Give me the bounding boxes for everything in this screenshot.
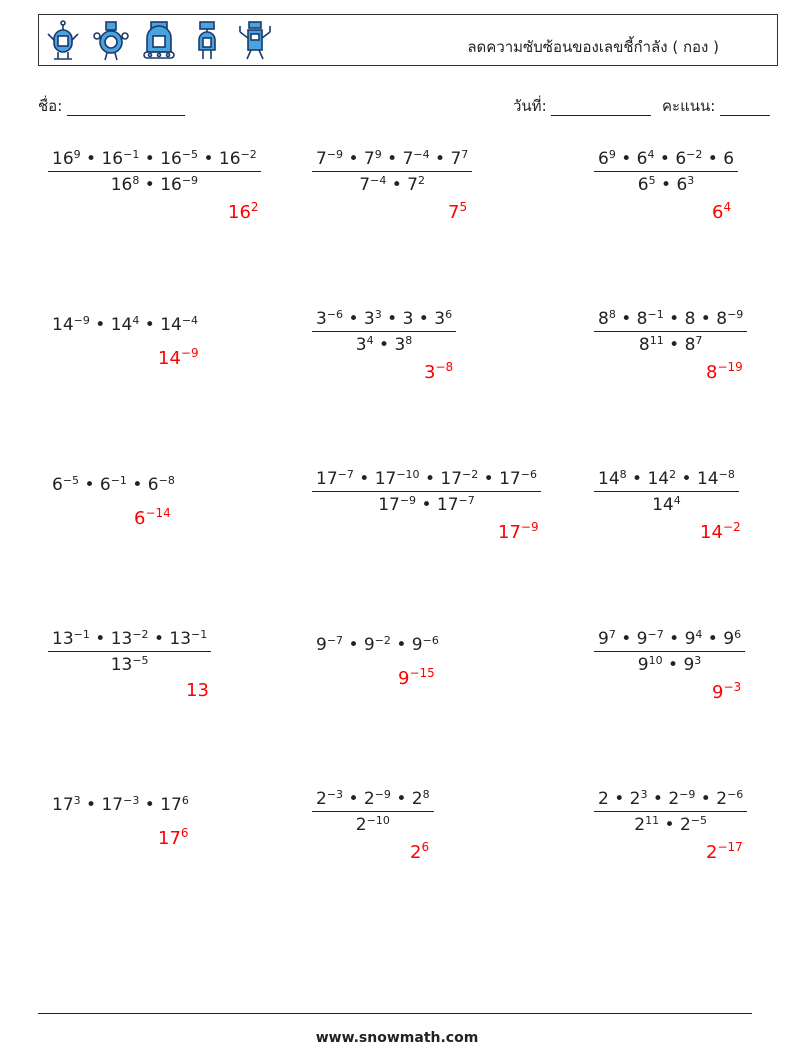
numerator-term-exponent: −7 — [647, 628, 664, 641]
answer-exponent: −17 — [717, 840, 743, 854]
numerator-term-exponent: 3 — [640, 788, 648, 801]
answer-3 — [712, 200, 731, 223]
numerator-term-base: 2 — [629, 789, 641, 809]
numerator-term-exponent: 3 — [73, 794, 81, 807]
multiply-dot: • — [139, 315, 161, 335]
multiply-dot: • — [662, 655, 684, 675]
worksheet-header — [38, 14, 778, 66]
numerator-term-base: 17 — [499, 469, 521, 489]
numerator-term-base: 2 — [598, 789, 609, 809]
numerator — [48, 148, 261, 171]
answer-exponent: −9 — [520, 520, 539, 534]
numerator-term-base: 14 — [647, 469, 670, 489]
numerator-term-base: 6 — [598, 149, 609, 169]
multiply-dot: • — [659, 815, 680, 835]
problem-11 — [312, 628, 443, 657]
answer-7 — [134, 506, 171, 529]
numerator-term-base: 6 — [636, 149, 648, 169]
numerator-term-base: 14 — [696, 469, 719, 489]
answer-base: 2 — [706, 842, 718, 863]
answer-base: 14 — [700, 522, 723, 543]
denominator-term-exponent: 11 — [645, 814, 660, 827]
numerator-term-exponent: 9 — [73, 148, 81, 161]
denominator-term-exponent: −4 — [370, 174, 387, 187]
score-line[interactable] — [720, 97, 770, 116]
multiply-dot: • — [343, 309, 364, 329]
multiply-dot: • — [615, 149, 637, 169]
answer-exponent: −15 — [409, 666, 435, 680]
problem-8 — [312, 468, 541, 515]
answer-14 — [410, 840, 429, 863]
numerator-term-base: 9 — [723, 629, 735, 649]
answer-exponent: 6 — [421, 840, 430, 854]
answer-6 — [706, 360, 743, 383]
multiply-dot: • — [80, 795, 102, 815]
multiply-dot: • — [663, 629, 685, 649]
numerator-term-base: 13 — [110, 629, 133, 649]
numerator — [312, 308, 456, 331]
date-label: วันที่: — [513, 97, 547, 115]
numerator-term-exponent: −1 — [647, 308, 664, 321]
numerator — [48, 468, 179, 497]
numerator-term-base: 2 — [668, 789, 680, 809]
answer-13 — [158, 826, 189, 849]
denominator-term-exponent: 7 — [695, 334, 703, 347]
denominator — [594, 811, 747, 835]
numerator-term-exponent: −9 — [727, 308, 744, 321]
answer-base: 13 — [186, 680, 209, 701]
numerator-term-base: 9 — [316, 635, 327, 655]
numerator-term-exponent: 6 — [734, 628, 742, 641]
multiply-dot: • — [413, 309, 435, 329]
problem-6 — [594, 308, 747, 355]
numerator-term-exponent: 9 — [374, 148, 382, 161]
multiply-dot: • — [148, 629, 170, 649]
denominator — [312, 491, 541, 515]
denominator-term-base: 2 — [679, 815, 691, 835]
denominator-term-exponent: 10 — [648, 654, 663, 667]
denominator-term-exponent: 4 — [673, 494, 681, 507]
denominator — [312, 171, 472, 195]
numerator-term-exponent: −7 — [337, 468, 354, 481]
numerator-term-base: 9 — [636, 629, 648, 649]
numerator-term-exponent: −2 — [686, 148, 703, 161]
numerator-term-exponent: −2 — [240, 148, 257, 161]
numerator-term-exponent: −4 — [413, 148, 430, 161]
answer-base: 17 — [158, 828, 181, 849]
numerator-term-base: 6 — [147, 475, 159, 495]
footer-url: www.snowmath.com — [315, 1030, 479, 1046]
numerator-term-exponent: −1 — [73, 628, 90, 641]
multiply-dot: • — [390, 635, 412, 655]
multiply-dot: • — [381, 309, 403, 329]
multiply-dot: • — [663, 335, 685, 355]
answer-exponent: 2 — [250, 200, 259, 214]
answer-exponent: −3 — [723, 680, 742, 694]
numerator-term-base: 8 — [684, 309, 696, 329]
numerator-term-exponent: 3 — [374, 308, 382, 321]
answer-exponent: −2 — [722, 520, 741, 534]
denominator-term-base: 8 — [684, 335, 696, 355]
numerator-term-base: 3 — [316, 309, 327, 329]
problem-7 — [48, 468, 179, 497]
denominator-term-base: 2 — [634, 815, 646, 835]
numerator-term-base: 17 — [440, 469, 463, 489]
numerator-term-base: 17 — [160, 795, 182, 815]
numerator-term-exponent: −2 — [462, 468, 479, 481]
denominator-term-base: 6 — [637, 175, 649, 195]
multiply-dot: • — [478, 469, 500, 489]
answer-5 — [424, 360, 453, 383]
denominator-term-exponent: −9 — [181, 174, 199, 187]
problem-10 — [48, 628, 211, 675]
numerator-term-exponent: −6 — [727, 788, 744, 801]
multiply-dot: • — [386, 175, 408, 195]
robot-icon-1 — [45, 20, 81, 62]
multiply-dot: • — [373, 335, 395, 355]
numerator-term-exponent: −9 — [374, 788, 391, 801]
numerator-term-exponent: 6 — [181, 794, 189, 807]
problem-13 — [48, 788, 193, 817]
answer-10 — [186, 680, 209, 701]
denominator — [48, 171, 261, 195]
denominator — [312, 331, 456, 355]
numerator-term-base: 7 — [363, 149, 375, 169]
numerator-term-exponent: −5 — [62, 474, 80, 487]
answer-9 — [700, 520, 741, 543]
answer-11 — [398, 666, 435, 689]
problem-14 — [312, 788, 434, 835]
numerator-term-base: 8 — [598, 309, 609, 329]
answer-base: 7 — [448, 202, 460, 223]
numerator-term-exponent: −2 — [374, 634, 391, 647]
numerator-term-exponent: −9 — [326, 148, 344, 161]
answer-8 — [498, 520, 539, 543]
multiply-dot: • — [89, 629, 111, 649]
denominator-term-base: 17 — [378, 495, 400, 515]
numerator-term-exponent: −6 — [422, 634, 439, 647]
answer-exponent: −9 — [180, 346, 199, 360]
numerator-term-base: 9 — [598, 629, 609, 649]
answer-base: 16 — [228, 202, 251, 223]
footer-divider — [38, 1013, 752, 1014]
robot-icon-5 — [237, 20, 273, 62]
multiply-dot: • — [615, 629, 637, 649]
numerator-term-exponent: 7 — [461, 148, 469, 161]
robot-icon-2 — [93, 20, 129, 62]
multiply-dot: • — [626, 469, 648, 489]
denominator-term-exponent: −10 — [366, 814, 390, 827]
numerator-term-exponent: 2 — [669, 468, 677, 481]
numerator-term-exponent: −5 — [181, 148, 199, 161]
numerator-term-exponent: −6 — [326, 308, 344, 321]
numerator-term-base: 6 — [723, 149, 735, 169]
numerator — [594, 468, 739, 491]
denominator-term-base: 3 — [355, 335, 367, 355]
numerator — [312, 468, 541, 491]
denominator-term-exponent: 4 — [366, 334, 374, 347]
denominator-term-exponent: −9 — [399, 494, 417, 507]
answer-exponent: −19 — [717, 360, 743, 374]
answer-exponent: 4 — [723, 200, 732, 214]
multiply-dot: • — [343, 635, 364, 655]
numerator — [312, 148, 472, 171]
numerator — [312, 628, 443, 657]
denominator-term-base: 3 — [394, 335, 406, 355]
answer-1 — [228, 200, 259, 223]
denominator-term-exponent: 5 — [648, 174, 656, 187]
multiply-dot: • — [198, 149, 219, 169]
numerator-term-exponent: −9 — [679, 788, 696, 801]
numerator-term-base: 9 — [363, 635, 375, 655]
numerator-term-exponent: −3 — [326, 788, 344, 801]
multiply-dot: • — [139, 175, 161, 195]
numerator-term-base: 2 — [411, 789, 423, 809]
numerator-term-base: 16 — [101, 149, 124, 169]
numerator — [594, 628, 745, 651]
numerator-term-exponent: −8 — [718, 468, 735, 481]
denominator-term-base: 17 — [436, 495, 459, 515]
name-line[interactable] — [67, 97, 185, 116]
denominator-term-base: 8 — [638, 335, 650, 355]
multiply-dot: • — [702, 149, 724, 169]
multiply-dot: • — [126, 475, 148, 495]
robot-icons — [45, 20, 273, 62]
answer-base: 8 — [706, 362, 718, 383]
numerator-term-exponent: 4 — [695, 628, 703, 641]
multiply-dot: • — [695, 789, 717, 809]
numerator-term-exponent: 7 — [608, 628, 616, 641]
problem-15 — [594, 788, 747, 835]
denominator-term-base: 2 — [355, 815, 367, 835]
answer-base: 6 — [712, 202, 724, 223]
numerator-term-base: 2 — [363, 789, 375, 809]
numerator-term-exponent: 8 — [422, 788, 430, 801]
answer-exponent: 6 — [180, 826, 189, 840]
numerator-term-base: 6 — [675, 149, 687, 169]
denominator-term-base: 7 — [407, 175, 418, 195]
multiply-dot: • — [416, 495, 437, 515]
denominator-term-base: 13 — [110, 655, 133, 675]
numerator-term-exponent: −8 — [158, 474, 175, 487]
score-label: คะแนน: — [662, 97, 716, 115]
numerator-term-exponent: 6 — [445, 308, 453, 321]
answer-exponent: −14 — [145, 506, 171, 520]
numerator-term-base: 7 — [316, 149, 327, 169]
name-field — [38, 94, 185, 118]
answer-exponent: 5 — [459, 200, 468, 214]
robot-icon-3 — [141, 20, 177, 62]
numerator-term-base: 9 — [684, 629, 696, 649]
denominator-term-exponent: 8 — [405, 334, 413, 347]
numerator-term-exponent: −10 — [396, 468, 420, 481]
denominator-term-exponent: 2 — [418, 174, 425, 187]
answer-base: 9 — [398, 668, 410, 689]
problem-12 — [594, 628, 745, 675]
numerator-term-base: 16 — [52, 149, 74, 169]
denominator-term-base: 6 — [676, 175, 688, 195]
multiply-dot: • — [343, 149, 364, 169]
numerator-term-exponent: −2 — [132, 628, 149, 641]
numerator-term-base: 17 — [316, 469, 338, 489]
numerator-term-base: 14 — [52, 315, 74, 335]
numerator-term-base: 3 — [402, 309, 414, 329]
denominator-term-base: 7 — [359, 175, 371, 195]
problem-9 — [594, 468, 739, 515]
multiply-dot: • — [663, 309, 685, 329]
multiply-dot: • — [79, 475, 100, 495]
robot-icon-4 — [189, 20, 225, 62]
numerator-term-exponent: −1 — [110, 474, 127, 487]
numerator-term-base: 14 — [110, 315, 133, 335]
answer-2 — [448, 200, 467, 223]
denominator-term-base: 9 — [683, 655, 695, 675]
problem-3 — [594, 148, 738, 195]
multiply-dot: • — [702, 629, 724, 649]
numerator-term-base: 16 — [160, 149, 182, 169]
multiply-dot: • — [390, 789, 412, 809]
answer-base: 3 — [424, 362, 436, 383]
multiply-dot: • — [343, 789, 364, 809]
numerator-term-exponent: −4 — [181, 314, 199, 327]
answer-base: 2 — [410, 842, 422, 863]
numerator-term-exponent: −7 — [326, 634, 344, 647]
multiply-dot: • — [89, 315, 111, 335]
denominator — [312, 811, 434, 835]
multiply-dot: • — [139, 795, 161, 815]
denominator — [594, 171, 738, 195]
multiply-dot: • — [139, 149, 161, 169]
date-field — [513, 94, 651, 118]
numerator-term-base: 3 — [434, 309, 446, 329]
answer-base: 6 — [134, 508, 146, 529]
denominator — [594, 491, 739, 515]
denominator — [594, 331, 747, 355]
numerator-term-base: 17 — [374, 469, 397, 489]
numerator-term-base: 7 — [450, 149, 462, 169]
denominator-term-base: 16 — [110, 175, 133, 195]
name-label: ชื่อ: — [38, 97, 63, 115]
denominator-term-base: 16 — [160, 175, 182, 195]
numerator-term-base: 9 — [411, 635, 423, 655]
numerator — [594, 788, 747, 811]
multiply-dot: • — [615, 309, 637, 329]
numerator-term-base: 16 — [218, 149, 241, 169]
numerator-term-base: 7 — [402, 149, 414, 169]
multiply-dot: • — [429, 149, 451, 169]
numerator-term-exponent: −1 — [123, 148, 140, 161]
denominator-term-exponent: 8 — [132, 174, 140, 187]
answer-4 — [158, 346, 199, 369]
numerator-term-base: 6 — [52, 475, 63, 495]
numerator-term-exponent: −1 — [191, 628, 208, 641]
numerator-term-base: 14 — [160, 315, 182, 335]
answer-15 — [706, 840, 743, 863]
multiply-dot: • — [654, 149, 676, 169]
numerator-term-exponent: 4 — [132, 314, 140, 327]
numerator-term-exponent: −3 — [123, 794, 140, 807]
numerator — [48, 788, 193, 817]
answer-exponent: −8 — [435, 360, 454, 374]
multiply-dot: • — [695, 309, 717, 329]
numerator-term-base: 2 — [316, 789, 327, 809]
numerator-term-base: 8 — [636, 309, 648, 329]
numerator-term-exponent: 9 — [608, 148, 616, 161]
denominator-term-exponent: 3 — [687, 174, 695, 187]
numerator-term-exponent: −6 — [520, 468, 537, 481]
problem-2 — [312, 148, 472, 195]
denominator-term-exponent: 11 — [649, 334, 664, 347]
score-field — [662, 94, 770, 118]
numerator-term-exponent: −9 — [73, 314, 90, 327]
worksheet-title: ลดความซับซ้อนของเลขชี้กำลัง ( กอง ) — [467, 38, 719, 56]
denominator-term-exponent: −5 — [132, 654, 149, 667]
multiply-dot: • — [419, 469, 441, 489]
multiply-dot: • — [676, 469, 697, 489]
numerator-term-base: 17 — [101, 795, 124, 815]
numerator-term-exponent: 8 — [619, 468, 627, 481]
denominator-term-base: 14 — [652, 495, 674, 515]
multiply-dot: • — [80, 149, 102, 169]
numerator — [594, 308, 747, 331]
numerator-term-exponent: 8 — [608, 308, 616, 321]
answer-base: 14 — [158, 348, 181, 369]
date-line[interactable] — [551, 97, 651, 116]
denominator-term-exponent: 3 — [694, 654, 702, 667]
numerator-term-base: 3 — [363, 309, 375, 329]
numerator-term-base: 8 — [716, 309, 728, 329]
numerator-term-exponent: 4 — [647, 148, 655, 161]
denominator-term-base: 9 — [637, 655, 649, 675]
denominator-term-exponent: −7 — [458, 494, 475, 507]
numerator-term-base: 13 — [169, 629, 192, 649]
answer-12 — [712, 680, 741, 703]
problem-1 — [48, 148, 261, 195]
numerator-term-base: 2 — [716, 789, 728, 809]
answer-base: 9 — [712, 682, 724, 703]
multiply-dot: • — [353, 469, 375, 489]
multiply-dot: • — [647, 789, 669, 809]
multiply-dot: • — [381, 149, 403, 169]
numerator — [312, 788, 434, 811]
numerator-term-base: 17 — [52, 795, 74, 815]
denominator — [48, 651, 211, 675]
multiply-dot: • — [655, 175, 677, 195]
answer-base: 17 — [498, 522, 521, 543]
problem-4 — [48, 308, 202, 337]
numerator-term-base: 14 — [598, 469, 620, 489]
problem-5 — [312, 308, 456, 355]
numerator — [48, 628, 211, 651]
multiply-dot: • — [608, 789, 630, 809]
denominator — [594, 651, 745, 675]
numerator — [594, 148, 738, 171]
numerator-term-base: 6 — [99, 475, 111, 495]
numerator — [48, 308, 202, 337]
numerator-term-base: 13 — [52, 629, 74, 649]
denominator-term-exponent: −5 — [690, 814, 707, 827]
